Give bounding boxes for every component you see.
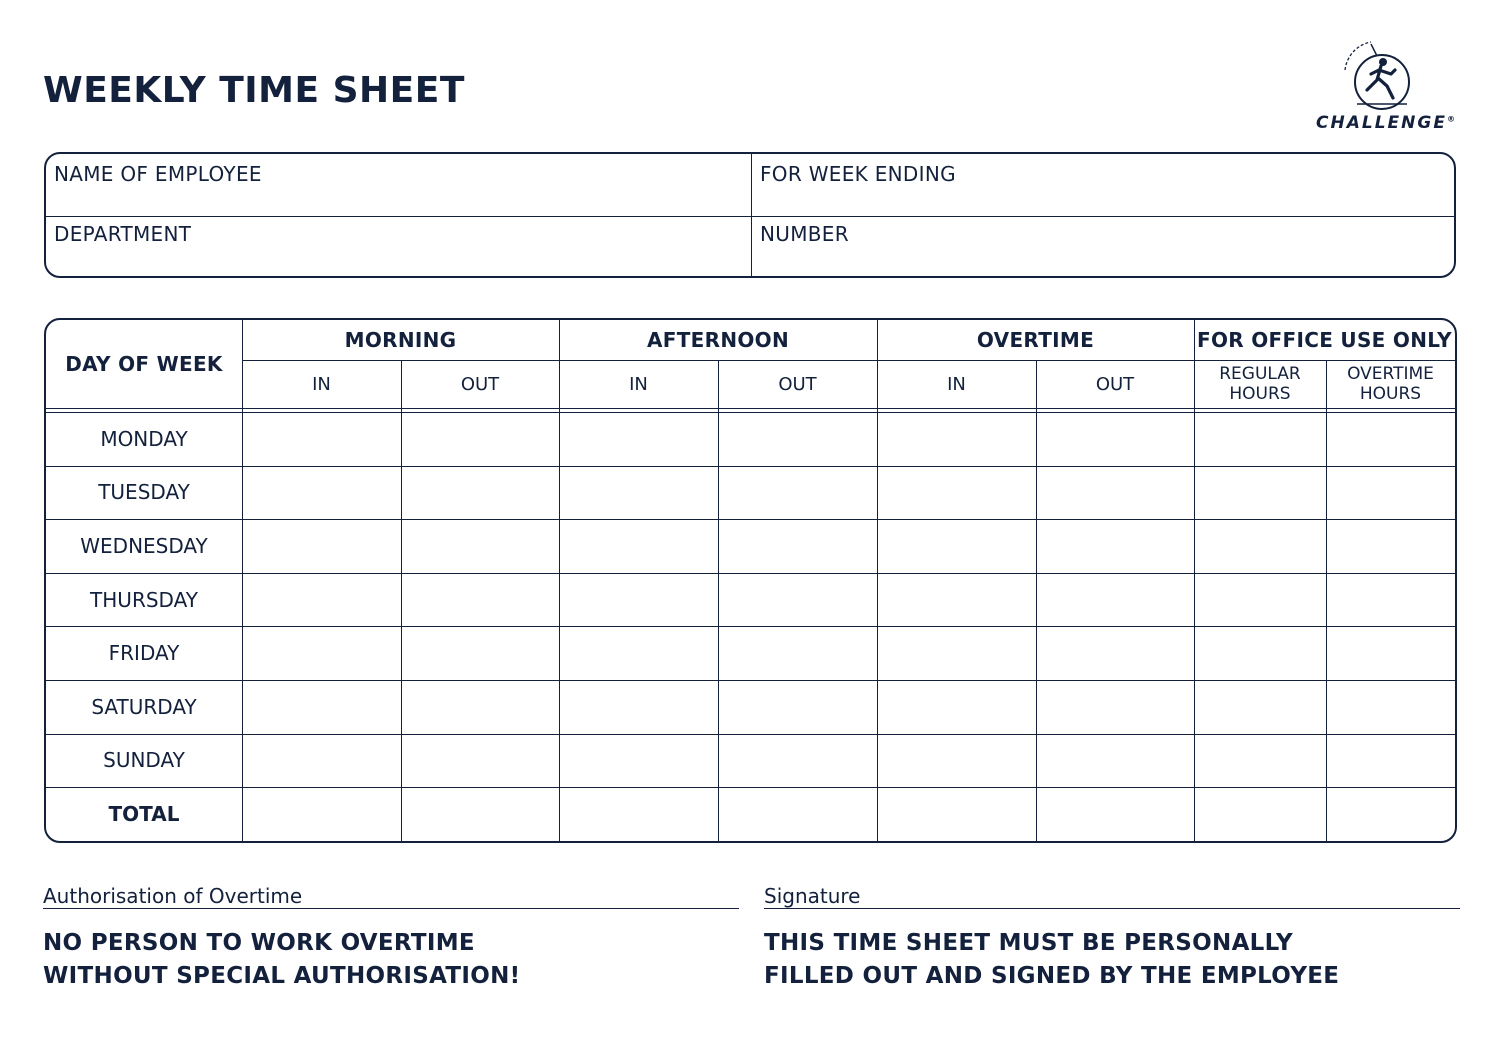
time-entry-cell[interactable] — [242, 787, 401, 841]
time-entry-cell[interactable] — [401, 787, 559, 841]
day-row-label: SATURDAY — [91, 694, 197, 719]
time-entry-cell[interactable] — [401, 466, 559, 520]
brand-name: CHALLENGE® — [1316, 113, 1455, 133]
authorisation-line[interactable] — [43, 908, 739, 909]
employee-name-field[interactable]: NAME OF EMPLOYEE — [54, 162, 262, 186]
time-entry-cell[interactable] — [1036, 787, 1194, 841]
time-entry-cell[interactable] — [242, 680, 401, 734]
signature-line[interactable] — [764, 908, 1460, 909]
time-entry-cell[interactable] — [401, 573, 559, 627]
day-row-label: FRIDAY — [108, 641, 180, 666]
time-entry-cell[interactable] — [877, 412, 1036, 466]
time-entry-cell[interactable] — [718, 519, 877, 573]
time-entry-cell[interactable] — [718, 412, 877, 466]
time-entry-cell[interactable] — [559, 626, 718, 680]
time-entry-cell[interactable] — [1036, 680, 1194, 734]
time-entry-cell[interactable] — [1036, 573, 1194, 627]
time-entry-cell[interactable] — [718, 680, 877, 734]
time-entry-cell[interactable] — [559, 412, 718, 466]
time-entry-cell[interactable] — [401, 680, 559, 734]
time-entry-cell[interactable] — [877, 734, 1036, 788]
time-entry-cell[interactable] — [242, 519, 401, 573]
time-entry-cell[interactable] — [1194, 734, 1326, 788]
day-row-label: WEDNESDAY — [80, 533, 208, 558]
time-entry-cell[interactable] — [559, 680, 718, 734]
day-of-week-header: DAY OF WEEK — [65, 352, 223, 376]
column-subheader: IN — [312, 373, 331, 395]
time-entry-cell[interactable] — [559, 573, 718, 627]
day-row-label: MONDAY — [100, 426, 188, 451]
time-entry-cell[interactable] — [1326, 680, 1455, 734]
column-subheader: OUT — [1095, 373, 1135, 395]
time-entry-cell[interactable] — [1194, 519, 1326, 573]
time-entry-cell[interactable] — [1194, 573, 1326, 627]
time-entry-cell[interactable] — [1326, 626, 1455, 680]
afternoon-header: AFTERNOON — [646, 328, 790, 352]
total-row-label: TOTAL — [108, 801, 180, 826]
time-entry-cell[interactable] — [1036, 734, 1194, 788]
time-entry-cell[interactable] — [877, 573, 1036, 627]
info-divider-horizontal — [46, 216, 1454, 217]
info-divider-vertical — [751, 154, 752, 276]
time-entry-cell[interactable] — [1326, 573, 1455, 627]
column-subheader: OUT — [460, 373, 500, 395]
column-subheader: OVERTIME HOURS — [1347, 364, 1434, 404]
time-entry-cell[interactable] — [242, 626, 401, 680]
week-ending-field[interactable]: FOR WEEK ENDING — [760, 162, 956, 186]
time-entry-cell[interactable] — [401, 626, 559, 680]
time-entry-cell[interactable] — [718, 787, 877, 841]
column-subheader: OUT — [778, 373, 817, 395]
day-row-label: THURSDAY — [90, 587, 198, 612]
time-entry-cell[interactable] — [877, 519, 1036, 573]
time-entry-cell[interactable] — [1036, 412, 1194, 466]
time-entry-cell[interactable] — [1194, 412, 1326, 466]
time-entry-cell[interactable] — [1326, 412, 1455, 466]
time-entry-cell[interactable] — [242, 734, 401, 788]
time-entry-cell[interactable] — [401, 412, 559, 466]
brand-logo — [1310, 40, 1460, 140]
number-field[interactable]: NUMBER — [760, 222, 849, 246]
time-entry-cell[interactable] — [877, 787, 1036, 841]
time-entry-cell[interactable] — [559, 519, 718, 573]
time-entry-cell[interactable] — [718, 573, 877, 627]
column-subheader: IN — [629, 373, 648, 395]
time-entry-cell[interactable] — [1194, 787, 1326, 841]
office-use-header: FOR OFFICE USE ONLY — [1197, 328, 1452, 352]
time-entry-cell[interactable] — [1326, 519, 1455, 573]
overtime-header: OVERTIME — [976, 328, 1095, 352]
time-entry-cell[interactable] — [1326, 466, 1455, 520]
time-entry-cell[interactable] — [718, 734, 877, 788]
time-entry-cell[interactable] — [401, 519, 559, 573]
time-entry-cell[interactable] — [1326, 787, 1455, 841]
time-table — [44, 318, 1457, 843]
time-entry-cell[interactable] — [877, 626, 1036, 680]
time-entry-cell[interactable] — [718, 466, 877, 520]
time-entry-cell[interactable] — [242, 573, 401, 627]
column-subheader: REGULAR HOURS — [1219, 364, 1301, 404]
time-entry-cell[interactable] — [1036, 466, 1194, 520]
page-title: WEEKLY TIME SHEET — [43, 70, 465, 111]
morning-header: MORNING — [344, 328, 457, 352]
time-entry-cell[interactable] — [1194, 626, 1326, 680]
time-entry-cell[interactable] — [1194, 680, 1326, 734]
time-entry-cell[interactable] — [242, 466, 401, 520]
time-entry-cell[interactable] — [718, 626, 877, 680]
sprinter-emblem-icon — [1337, 40, 1427, 112]
time-entry-cell[interactable] — [242, 412, 401, 466]
time-entry-cell[interactable] — [559, 787, 718, 841]
time-entry-cell[interactable] — [877, 680, 1036, 734]
time-entry-cell[interactable] — [1326, 734, 1455, 788]
day-row-label: SUNDAY — [103, 748, 185, 773]
overtime-notice: NO PERSON TO WORK OVERTIME WITHOUT SPECIAL AUTHORISATION! — [43, 930, 521, 989]
column-subheader: IN — [947, 373, 966, 395]
signature-notice: THIS TIME SHEET MUST BE PERSONALLY FILLED OUT AND SIGNED BY THE EMPLOYEE — [764, 930, 1340, 989]
signature-label: Signature — [764, 884, 861, 908]
day-row-label: TUESDAY — [98, 480, 190, 505]
time-entry-cell[interactable] — [877, 466, 1036, 520]
time-entry-cell[interactable] — [1194, 466, 1326, 520]
time-entry-cell[interactable] — [1036, 626, 1194, 680]
authorisation-label: Authorisation of Overtime — [43, 884, 303, 908]
time-entry-cell[interactable] — [559, 466, 718, 520]
department-field[interactable]: DEPARTMENT — [54, 222, 192, 246]
employee-info-box — [44, 152, 1456, 278]
time-entry-cell[interactable] — [1036, 519, 1194, 573]
header-bottom-line — [46, 408, 1455, 409]
time-entry-cell[interactable] — [559, 734, 718, 788]
time-entry-cell[interactable] — [401, 734, 559, 788]
